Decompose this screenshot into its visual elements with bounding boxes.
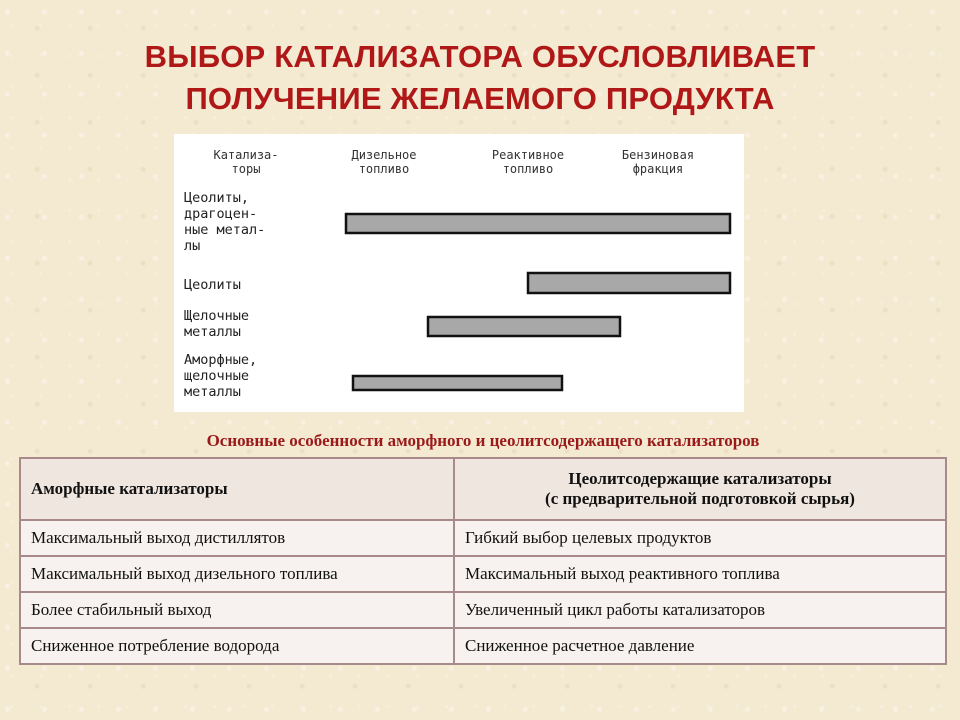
table-cell: Максимальный выход реактивного топлива xyxy=(454,556,946,592)
diagram-bar-amorphous-alkali xyxy=(353,376,562,390)
table-row xyxy=(20,556,946,592)
diagram-bar-zeolites xyxy=(528,273,730,293)
table-cell: Максимальный выход дизельного топлива xyxy=(20,556,454,592)
diagram-header-jet: Реактивное топливо xyxy=(491,148,565,176)
table-header-zeolite xyxy=(454,458,946,520)
table-row xyxy=(20,592,946,628)
slide-title xyxy=(0,36,960,120)
table-header-row xyxy=(20,458,946,520)
diagram-row-label-zeolites-precious: Цеолиты, драгоцен- ные метал- лы xyxy=(184,190,266,254)
diagram-header-gasoline: Бензиновая фракция xyxy=(621,148,695,176)
catalyst-range-diagram xyxy=(174,134,744,412)
diagram-bar-alkali xyxy=(428,317,620,336)
table-cell: Сниженное потребление водорода xyxy=(20,628,454,664)
table-cell: Сниженное расчетное давление xyxy=(454,628,946,664)
table-row xyxy=(20,628,946,664)
slide-title-line1: ВЫБОР КАТАЛИЗАТОРА ОБУСЛОВЛИВАЕТ xyxy=(144,39,816,74)
diagram-row-label-amorphous-alkali: Аморфные, щелочные металлы xyxy=(184,352,258,400)
table-cell: Увеличенный цикл работы катализаторов xyxy=(454,592,946,628)
diagram-bars xyxy=(174,134,744,412)
diagram-bar-zeolites-precious xyxy=(346,214,730,233)
table-header-amorphous: Аморфные катализаторы xyxy=(20,458,454,520)
diagram-row-label-alkali: Щелочные металлы xyxy=(184,308,250,340)
diagram-header-catalysts: Катализа- торы xyxy=(213,148,279,176)
diagram-header-diesel: Дизельное топливо xyxy=(351,148,417,176)
comparison-table xyxy=(19,457,947,665)
slide-title-line2: ПОЛУЧЕНИЕ ЖЕЛАЕМОГО ПРОДУКТА xyxy=(185,81,775,116)
diagram-row-label-zeolites: Цеолиты xyxy=(184,277,241,293)
table-row xyxy=(20,520,946,556)
table-cell: Более стабильный выход xyxy=(20,592,454,628)
table-caption: Основные особенности аморфного и цеолитсодержащего катализаторов xyxy=(206,431,760,450)
table-header-zeolite-line1: Цеолитсодержащие катализаторы xyxy=(568,469,832,488)
table-cell: Максимальный выход дистиллятов xyxy=(20,520,454,556)
table-cell: Гибкий выбор целевых продуктов xyxy=(454,520,946,556)
table-header-zeolite-line2: (с предварительной подготовкой сырья) xyxy=(545,489,855,508)
